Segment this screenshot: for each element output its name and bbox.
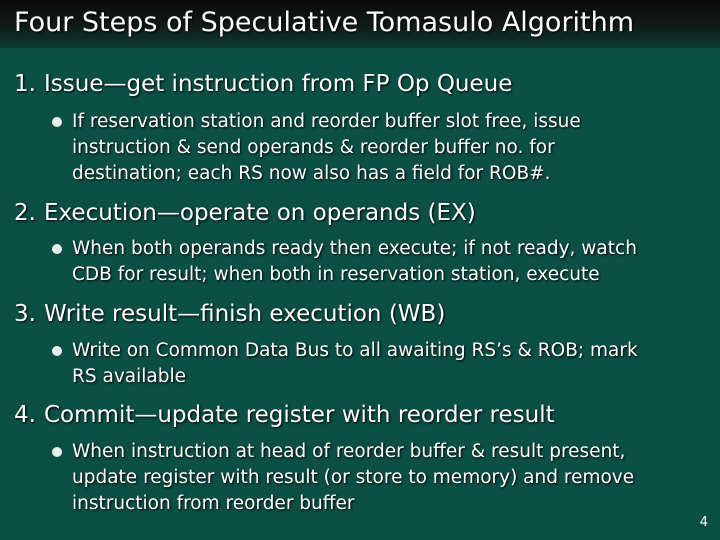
step-3-bullet: [52, 338, 638, 390]
step-1-bullet-text: If reservation station and reorder buffer slot free, issue instruction & send operands & reorder buffer no. for destination; each RS now also has a field for ROB#.: [72, 111, 581, 184]
step-4-bullet: [52, 439, 634, 517]
page-number: 4: [699, 515, 708, 530]
step-1-title: Issue—get instruction from FP Op Queue: [44, 71, 513, 97]
step-4-heading: [14, 401, 555, 429]
step-3-title: Write result—finish execution (WB): [44, 301, 446, 327]
bullet-dot-icon: [52, 447, 62, 457]
slide-title: Four Steps of Speculative Tomasulo Algorithm: [14, 7, 635, 38]
step-2-bullet-text: When both operands ready then execute; if not ready, watch CDB for result; when both in reservation station, execute: [72, 238, 637, 285]
bullet-dot-icon: [52, 244, 62, 254]
step-4-number: 4.: [14, 402, 36, 428]
bullet-dot-icon: [52, 117, 62, 127]
step-1-heading: [14, 70, 512, 98]
step-1-bullet: [52, 109, 581, 187]
step-2-number: 2.: [14, 200, 36, 226]
step-3-bullet-text: Write on Common Data Bus to all awaiting RS’s & ROB; mark RS available: [72, 340, 638, 387]
step-4-bullet-text: When instruction at head of reorder buffer & result present, update register with result (or store to memory) and remove instruction from reorder buffer: [72, 441, 635, 514]
step-2-bullet: [52, 236, 637, 288]
step-4-title: Commit—update register with reorder result: [44, 402, 555, 428]
step-3-number: 3.: [14, 301, 36, 327]
step-1-number: 1.: [14, 71, 36, 97]
step-2-title: Execution—operate on operands (EX): [44, 200, 476, 226]
step-3-heading: [14, 300, 445, 328]
step-2-heading: [14, 199, 476, 227]
bullet-dot-icon: [52, 346, 62, 356]
